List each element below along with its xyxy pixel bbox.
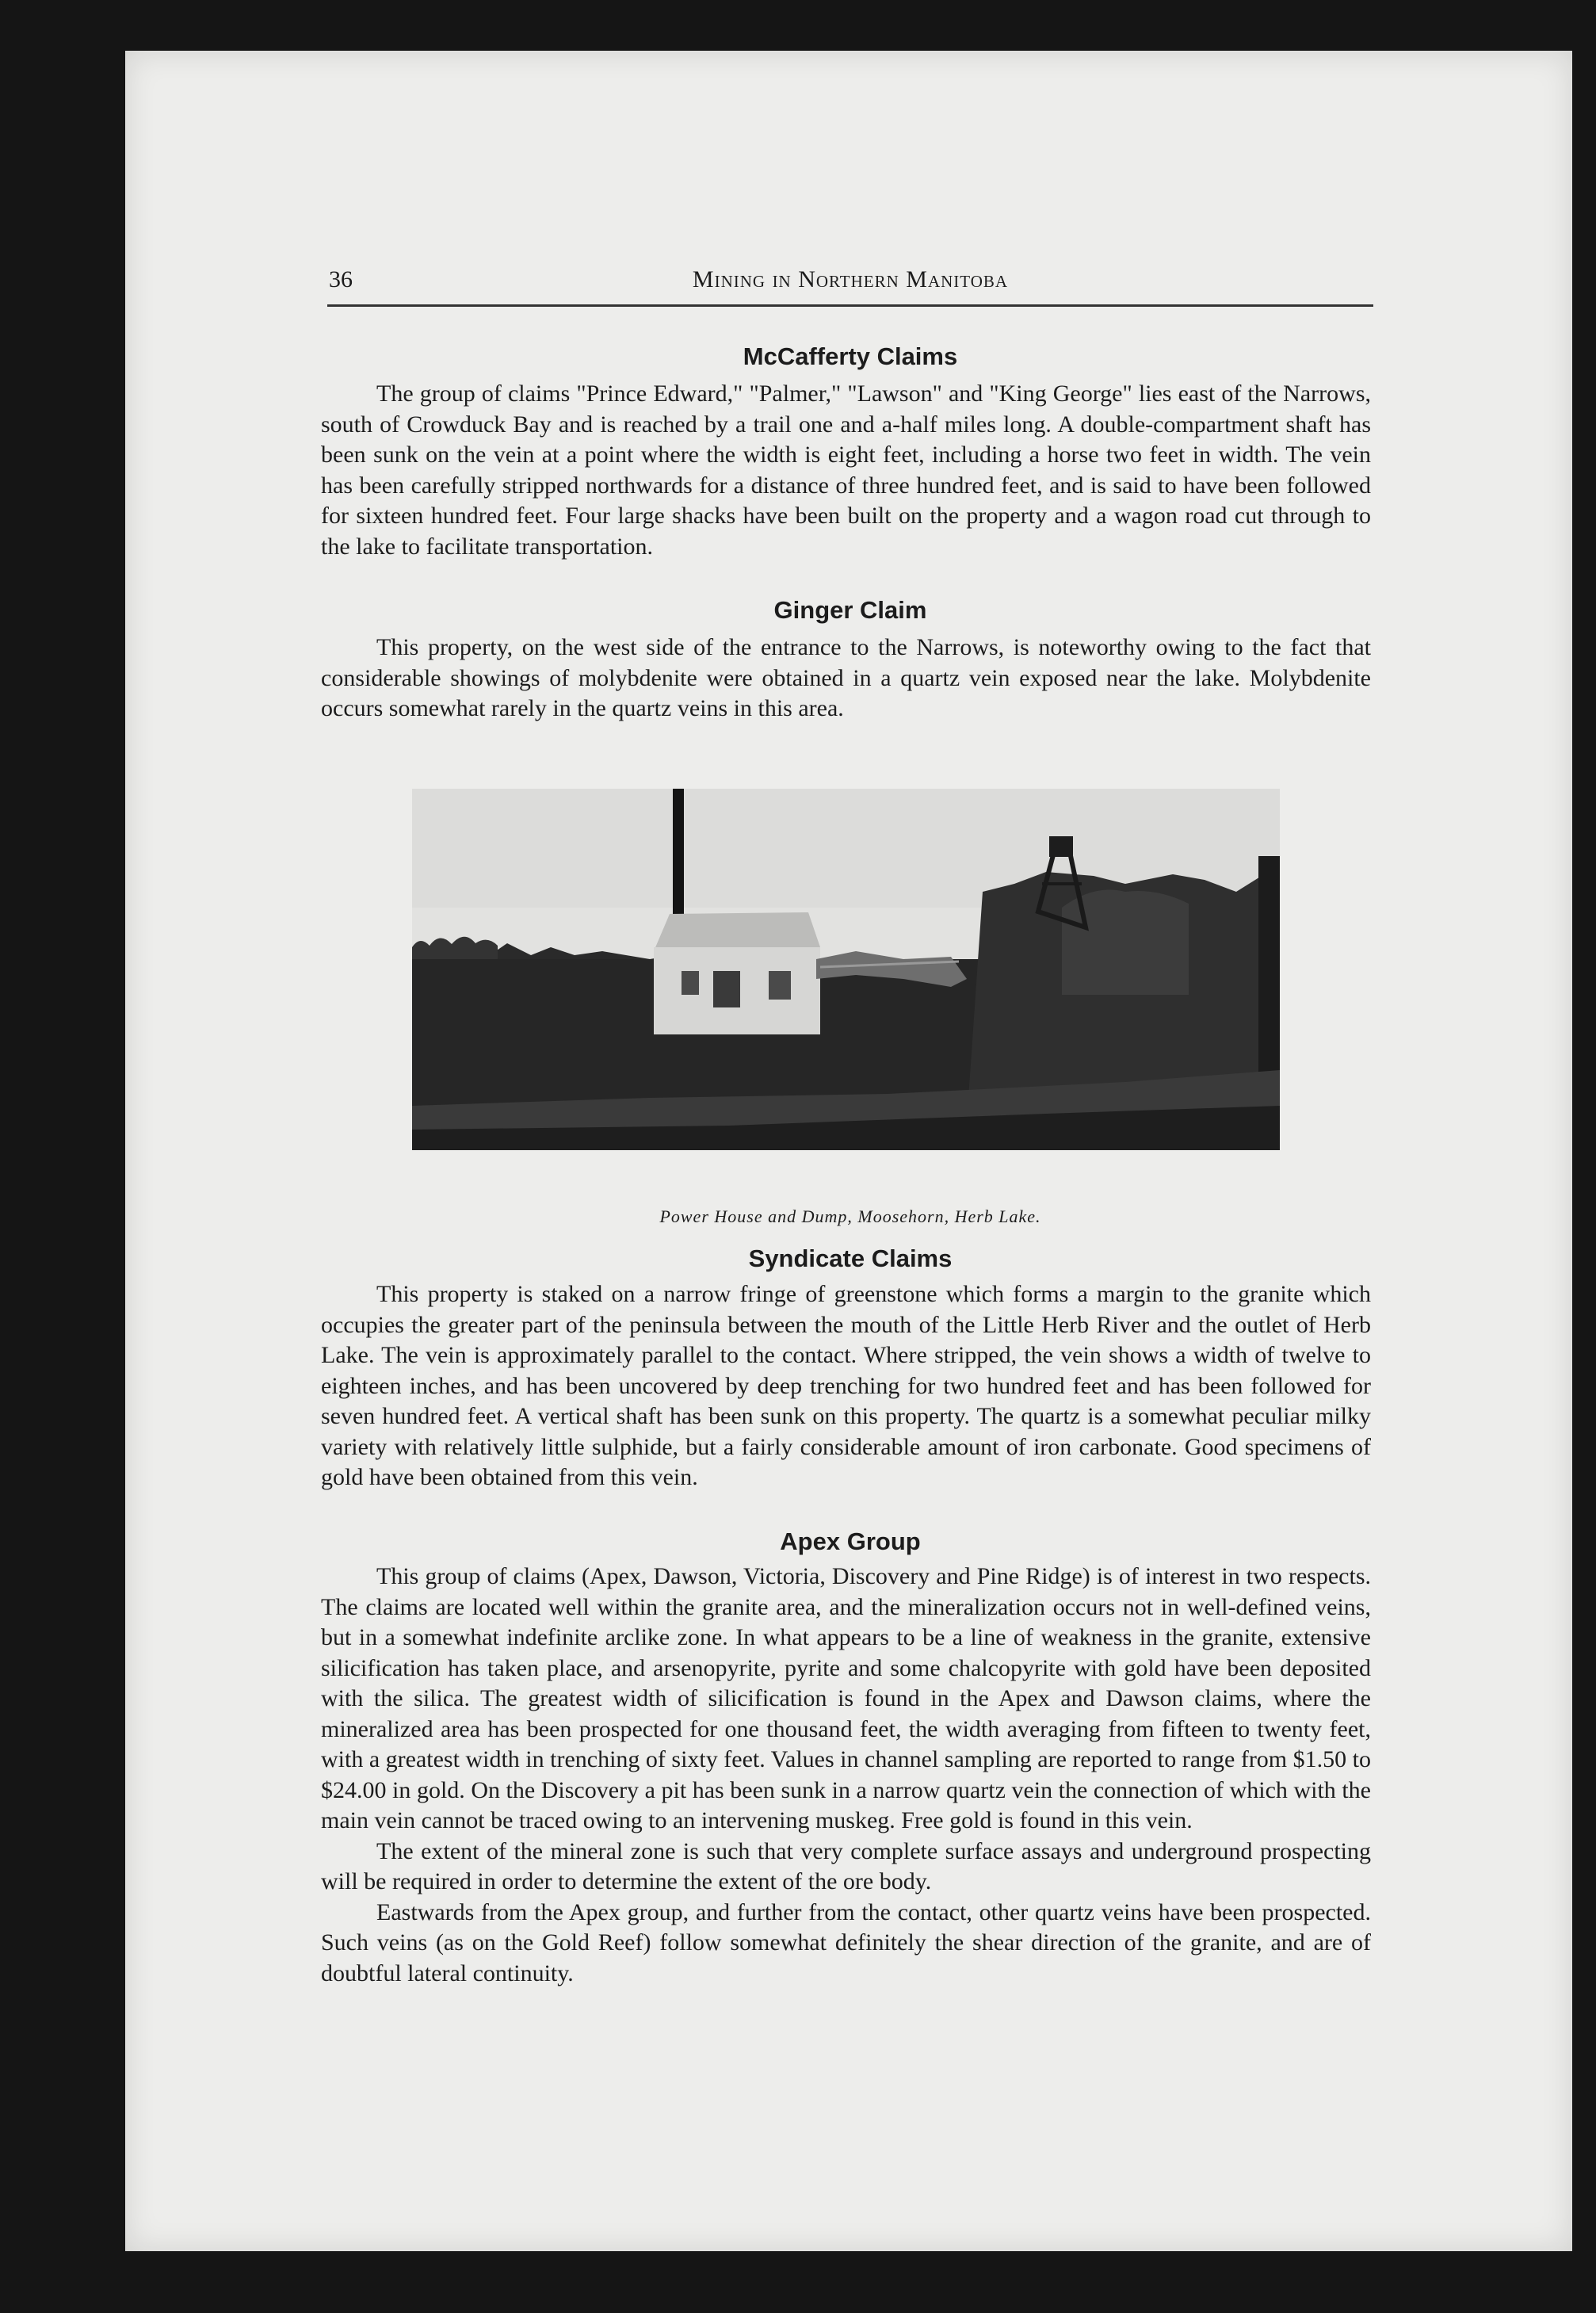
running-title: Mining in Northern Manitoba [692, 266, 1009, 292]
paragraph: Eastwards from the Apex group, and further from the contact, other quartz veins have been prospected. Such veins (as on the Gold Reef) follow somewhat definitely the shear direction of the granite, and are of doubtful lateral continuity. [321, 1898, 1371, 1986]
paragraph: This property is staked on a narrow fringe of greenstone which forms a margin to the granite which occupies the greater part of the peninsula between the mouth of the Little Herb River and the outlet of Herb Lake. The vein is approximately parallel to the contact. Where stripped, the vein shows a width of twelve to eighteen inches, and has been uncovered by deep trenching for two hundred feet and has been followed for seven hundred feet. A vertical shaft has been sunk on this property. The quartz is a somewhat peculiar milky variety with relatively little sulphide, but a fairly considerable amount of iron carbonate. Good specimens of gold have been obtained from this vein. [321, 1281, 1371, 1490]
paragraph: This group of claims (Apex, Dawson, Victoria, Discovery and Pine Ridge) is of interest in two respects. The claims are located well within the granite area, and the mineralization occurs not in well-defined veins, but in a somewhat indefinite arclike zone. In what appears to be a line of weakness in the granite, extensive silicification has taken place, and arsenopyrite, pyrite and some chalcopyrite with gold have been deposited with the silica. The greatest width of silicification is found in the Apex and Dawson claims, where the mineralized area has been prospected for one thousand feet, the width averaging from fifteen to twenty feet, with a greatest width in trenching of sixty feet. Values in channel sampling are reported to range from $1.50 to $24.00 in gold. On the Discovery a pit has been sunk in a narrow quartz vein the connection of which with the main vein cannot be traced owing to an intervening muskeg. Free gold is found in this vein. [321, 1563, 1371, 1833]
heading-ginger-claim: Ginger Claim [773, 596, 927, 624]
section-ginger-body [321, 633, 1371, 724]
section-mccafferty-body [321, 379, 1371, 562]
page-number: 36 [329, 266, 353, 292]
running-header [327, 266, 1373, 307]
paragraph: The group of claims "Prince Edward," "Palmer," "Lawson" and "King George" lies east of the Narrows, south of Crowduck Bay and is reached by a trail one and a-half miles long. A double-compartment shaft has been sunk on the vein at a point where the width is eight feet, including a horse two feet in width. The vein has been carefully stripped northwards for a distance of three hundred feet, and is said to have been followed for sixteen hundred feet. Four large shacks have been built on the property and a wagon road cut through to the lake to facilitate transportation. [321, 380, 1371, 560]
paragraph: The extent of the mineral zone is such that very complete surface assays and underground prospecting will be required in order to determine the extent of the ore body. [321, 1837, 1371, 1894]
heading-mccafferty-claims: McCafferty Claims [743, 342, 958, 370]
power-house-photo [412, 789, 1280, 1150]
paragraph: This property, on the west side of the entrance to the Narrows, is noteworthy owing to the fact that considerable showings of molybdenite were obtained in a quartz vein exposed near the lake. Molybdenite occurs somewhat rarely in the quartz veins in this area. [321, 634, 1371, 721]
heading-apex-group: Apex Group [780, 1527, 921, 1555]
section-apex-body [321, 1562, 1371, 1989]
figure-caption: Power House and Dump, Moosehorn, Herb Lake. [659, 1206, 1041, 1226]
section-syndicate-body [321, 1279, 1371, 1493]
heading-syndicate-claims: Syndicate Claims [748, 1244, 953, 1272]
